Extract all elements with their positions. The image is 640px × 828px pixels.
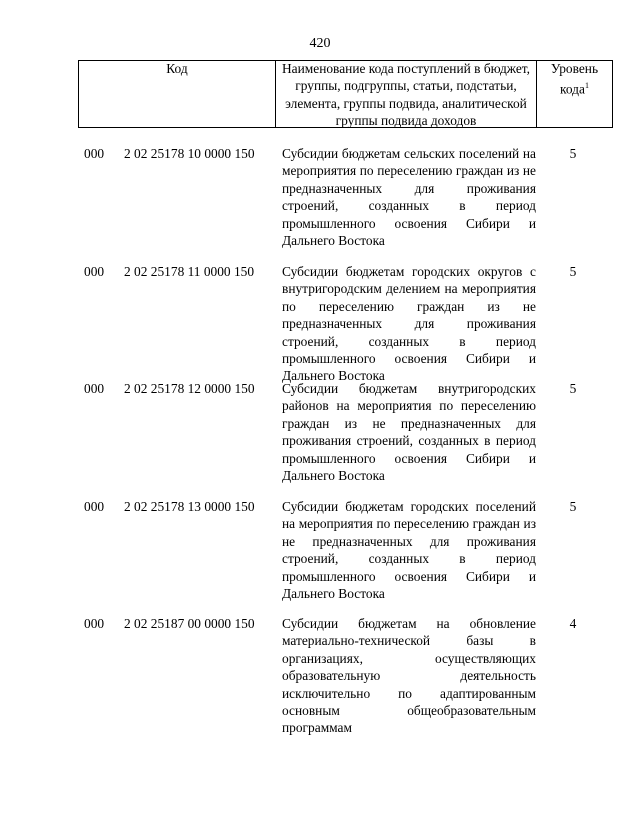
revenue-code: 2 02 25178 13 0000 150 [124, 499, 255, 514]
revenue-name: Субсидии бюджетам на обновление материально-технической базы в организациях, осуществляющих образовательную деятельность исключительно по адаптированным основным общеобразовательным программам [282, 616, 536, 736]
revenue-code: 2 02 25178 12 0000 150 [124, 381, 255, 396]
header-name: Наименование кода поступлений в бюджет, группы, подгруппы, статьи, подстатьи, элемента, группы подвида, аналитической группы подвида доходов [282, 61, 530, 128]
revenue-name: Субсидии бюджетам внутригородских районов на мероприятия по переселению граждан из не предназначенных для проживания строений, созданных в период промышленного освоения Сибири и Дальнего Востока [282, 381, 536, 484]
revenue-name: Субсидии бюджетам сельских поселений на мероприятия по переселению граждан из не предназначенных для проживания строений, созданных в период промышленного освоения Сибири и Дальнего Востока [282, 146, 536, 249]
revenue-code: 2 02 25178 10 0000 150 [124, 146, 255, 161]
code-level: 5 [569, 264, 577, 279]
header-level-footnote: 1 [584, 81, 589, 91]
revenue-name: Субсидии бюджетам городских округов с внутригородским делением на мероприятия по переселению граждан из не предназначенных для проживания строений, созданных в период промышленного освоения Сибири и Дальнего Востока [282, 264, 536, 384]
revenue-code: 2 02 25187 00 0000 150 [124, 616, 255, 631]
header-level-label: Уровень кода [550, 61, 599, 97]
code-level: 5 [569, 499, 577, 514]
admin-code: 000 [84, 146, 105, 161]
revenue-code: 2 02 25178 11 0000 150 [124, 264, 255, 279]
code-level: 5 [569, 381, 577, 396]
admin-code: 000 [84, 381, 105, 396]
revenue-name: Субсидии бюджетам городских поселений на мероприятия по переселению граждан из не предназначенных для проживания строений, созданных в период промышленного освоения Сибири и Дальнего Востока [282, 499, 536, 602]
table-header [78, 60, 613, 128]
page-number: 420 [309, 36, 331, 51]
admin-code: 000 [84, 264, 105, 279]
code-level: 5 [569, 146, 577, 161]
header-level [536, 60, 613, 98]
admin-code: 000 [84, 616, 105, 631]
header-code: Код [166, 61, 188, 76]
admin-code: 000 [84, 499, 105, 514]
code-level: 4 [569, 616, 577, 631]
